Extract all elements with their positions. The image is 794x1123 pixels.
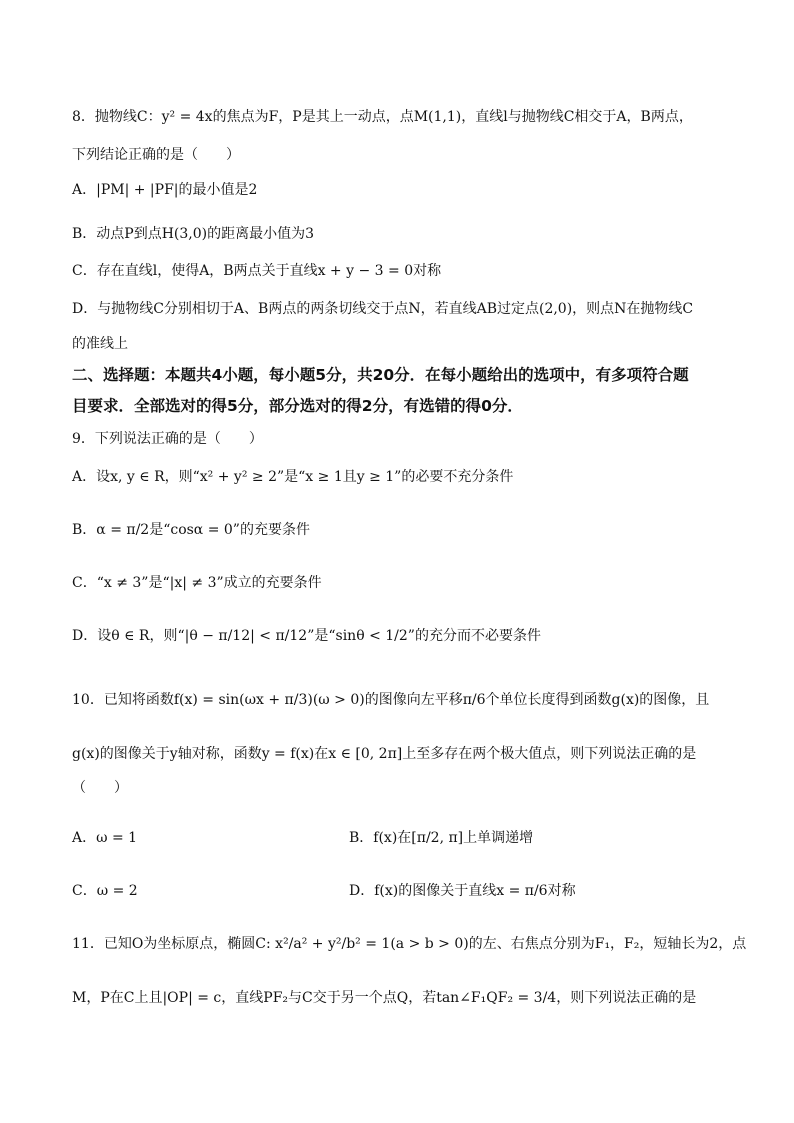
q9-option-b: B．α = π/2是“cosα = 0”的充要条件 bbox=[72, 522, 310, 538]
q8-option-d-line-1: D．与抛物线C分别相切于A、B两点的两条切线交于点N，若直线AB过定点(2,0)，则点N在抛物线C bbox=[72, 301, 694, 317]
q8-option-d-line-2: 的准线上 bbox=[72, 336, 128, 352]
q10-stem-line-1: 10．已知将函数f(x) = sin(ωx + π/3)(ω > 0)的图像向左平移π/6个单位长度得到函数g(x)的图像，且 bbox=[72, 692, 710, 708]
q8-stem-line-2: 下列结论正确的是（ ） bbox=[72, 147, 240, 163]
q9-option-a: A．设x, y ∈ R，则“x² + y² ≥ 2”是“x ≥ 1且y ≥ 1”的必要不充分条件 bbox=[72, 469, 514, 485]
q9-option-c: C．“x ≠ 3”是“|x| ≠ 3”成立的充要条件 bbox=[72, 575, 322, 591]
q11-stem-line-2: M，P在C上且|OP| = c，直线PF₂与C交于另一个点Q，若tan∠F₁QF₂ = 3/4，则下列说法正确的是 bbox=[72, 990, 697, 1006]
q8-option-b: B．动点P到点H(3,0)的距离最小值为3 bbox=[72, 226, 315, 242]
section-heading-line-2: 目要求．全部选对的得5分，部分选对的得2分，有选错的得0分． bbox=[72, 397, 523, 415]
q8-stem-line-1: 8．抛物线C：y² = 4x的焦点为F，P是其上一动点，点M(1,1)，直线l与抛物线C相交于A，B两点， bbox=[72, 109, 693, 125]
q8-option-a: A．|PM| + |PF|的最小值是2 bbox=[72, 182, 258, 198]
q8-option-c: C．存在直线l，使得A，B两点关于直线x + y − 3 = 0对称 bbox=[72, 263, 442, 279]
section-heading-line-1: 二、选择题：本题共4小题，每小题5分，共20分．在每小题给出的选项中，有多项符合题 bbox=[72, 366, 689, 384]
q10-option-b: B．f(x)在[π/2, π]上单调递增 bbox=[349, 830, 534, 846]
q11-stem-line-1: 11．已知O为坐标原点，椭圆C: x²/a² + y²/b² = 1(a > b > 0)的左、右焦点分别为F₁，F₂，短轴长为2，点 bbox=[72, 936, 747, 952]
q10-option-a: A．ω = 1 bbox=[72, 830, 138, 846]
q10-stem-line-2: g(x)的图像关于y轴对称，函数y = f(x)在x ∈ [0, 2π]上至多存在两个极大值点，则下列说法正确的是 bbox=[72, 746, 697, 762]
q9-stem: 9．下列说法正确的是（ ） bbox=[72, 431, 263, 447]
q9-option-d: D．设θ ∈ R，则“|θ − π/12| < π/12”是“sinθ < 1/2”的充分而不必要条件 bbox=[72, 628, 541, 644]
q10-stem-line-3: （ ） bbox=[72, 780, 128, 796]
q10-option-d: D．f(x)的图像关于直线x = π/6对称 bbox=[349, 883, 576, 899]
q10-option-c: C．ω = 2 bbox=[72, 883, 138, 899]
